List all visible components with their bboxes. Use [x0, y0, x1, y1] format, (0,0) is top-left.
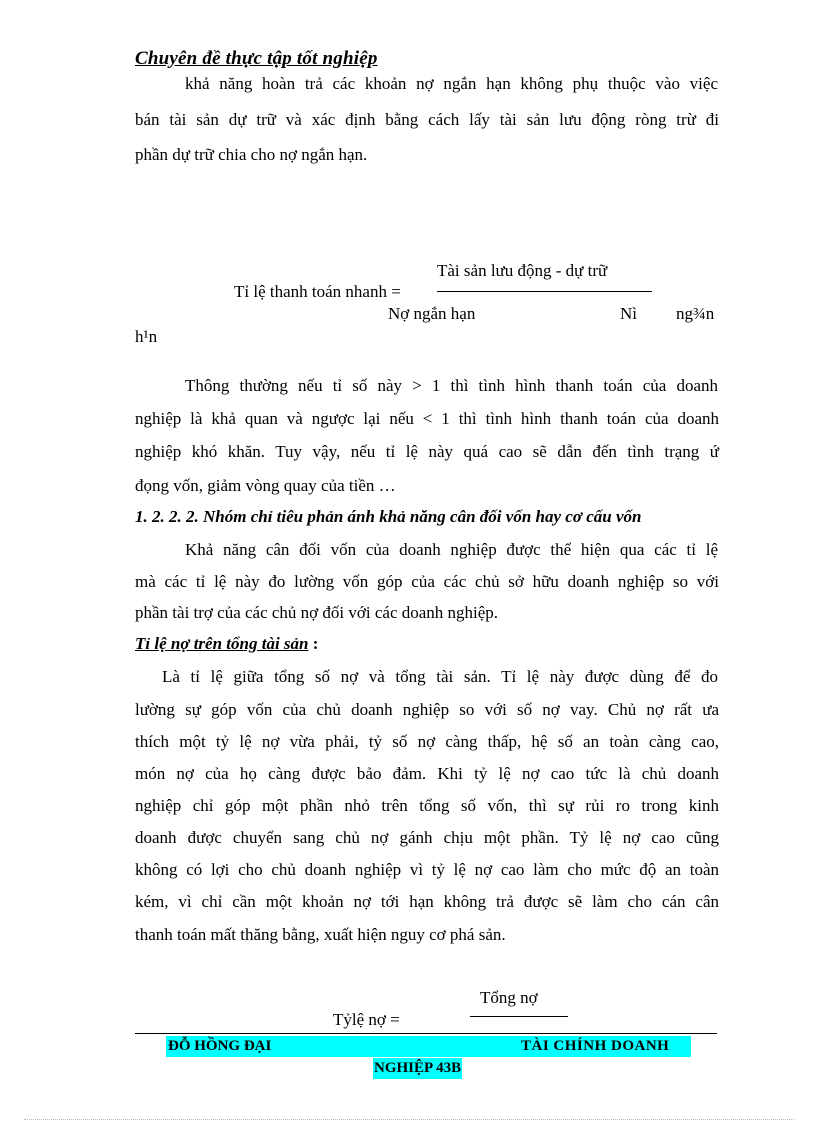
subheading	[135, 634, 318, 654]
subheading-suffix: :	[308, 634, 319, 653]
page-bottom-border	[24, 1119, 794, 1120]
text-line: Thông thường nếu tỉ số này > 1 thì tình hình thanh toán của doanh	[185, 376, 718, 395]
text-line: kém, vì chỉ cần một khoản nợ tới hạn không trả được sẽ làm cho cán cân	[135, 892, 719, 911]
text-line: khả năng hoàn trả các khoản nợ ngắn hạn không phụ thuộc vào việc	[185, 74, 718, 93]
fraction-bar	[470, 1016, 568, 1017]
section-heading: 1. 2. 2. 2. Nhóm chỉ tiêu phản ánh khả năng cân đối vốn hay cơ cấu vốn	[135, 507, 642, 526]
text-line: lường sự góp vốn của chủ doanh nghiệp so với số nợ vay. Chủ nợ rất ưa	[135, 700, 719, 719]
text-line: doanh được chuyển sang chủ nợ gánh chịu một phần. Tỷ lệ nợ cao cũng	[135, 828, 719, 847]
text-line: nghiệp chỉ góp một phần nhỏ trên tổng số vốn, thì sự rủi ro trong kinh	[135, 796, 719, 815]
text-line: thích một tỷ lệ nợ vừa phải, tỷ số nợ càng thấp, hệ số an toàn càng cao,	[135, 732, 719, 751]
subheading-title: Tỉ lệ nợ trên tổng tài sản	[135, 634, 309, 653]
formula-label: Tỷlệ nợ =	[333, 1010, 400, 1029]
formula-label: Tỉ lệ thanh toán nhanh =	[234, 282, 401, 301]
fraction-bar	[437, 291, 652, 292]
formula-numerator: Tài sản lưu động - dự trữ	[437, 261, 608, 280]
running-header: Chuyên đề thực tập tốt nghiệp	[135, 48, 378, 69]
garbled-text: h¹n	[135, 327, 158, 346]
text-line: nghiệp khó khăn. Tuy vậy, nếu tỉ lệ này quá cao sẽ dẫn đến tình trạng ứ	[135, 442, 719, 461]
text-line: không có lợi cho chủ doanh nghiệp vì tỷ lệ nợ cao làm cho mức độ an toàn	[135, 860, 719, 879]
footer-class-part2: NGHIỆP 43B	[373, 1058, 462, 1079]
text-line: mà các tỉ lệ này đo lường vốn góp của các chủ sở hữu doanh nghiệp so với	[135, 572, 719, 591]
formula-numerator: Tổng nợ	[480, 988, 538, 1007]
text-line: thanh toán mất thăng bằng, xuất hiện nguy cơ phá sản.	[135, 925, 506, 944]
text-line: phần tài trợ của các chủ nợ đối với các doanh nghiệp.	[135, 603, 499, 622]
formula-denominator: Nợ ngắn hạn	[388, 304, 476, 323]
footer-author: ĐỖ HỒNG ĐẠI	[168, 1038, 272, 1054]
text-line: Là tỉ lệ giữa tổng số nợ và tổng tài sản. Tỉ lệ này được dùng để đo	[162, 667, 718, 686]
text-line: đọng vốn, giảm vòng quay của tiền …	[135, 476, 396, 495]
garbled-text: Nì	[620, 304, 637, 323]
text-line: phần dự trữ chia cho nợ ngắn hạn.	[135, 145, 368, 164]
text-line: món nợ của họ càng được bảo đảm. Khi tỷ lệ nợ cao tức là chủ doanh	[135, 764, 719, 783]
text-line: nghiệp là khả quan và ngược lại nếu < 1 thì tình hình thanh toán của doanh	[135, 409, 719, 428]
text-line: bán tài sản dự trữ và xác định bằng cách lấy tài sản lưu động ròng trừ đi	[135, 110, 719, 129]
footer-rule	[135, 1033, 717, 1034]
text-line: Khả năng cân đối vốn của doanh nghiệp được thể hiện qua các tỉ lệ	[185, 540, 718, 559]
footer-class-part1: TÀI CHÍNH DOANH	[521, 1038, 670, 1054]
footer-highlight-bar	[166, 1036, 691, 1057]
garbled-text: ng¾n	[676, 304, 715, 323]
